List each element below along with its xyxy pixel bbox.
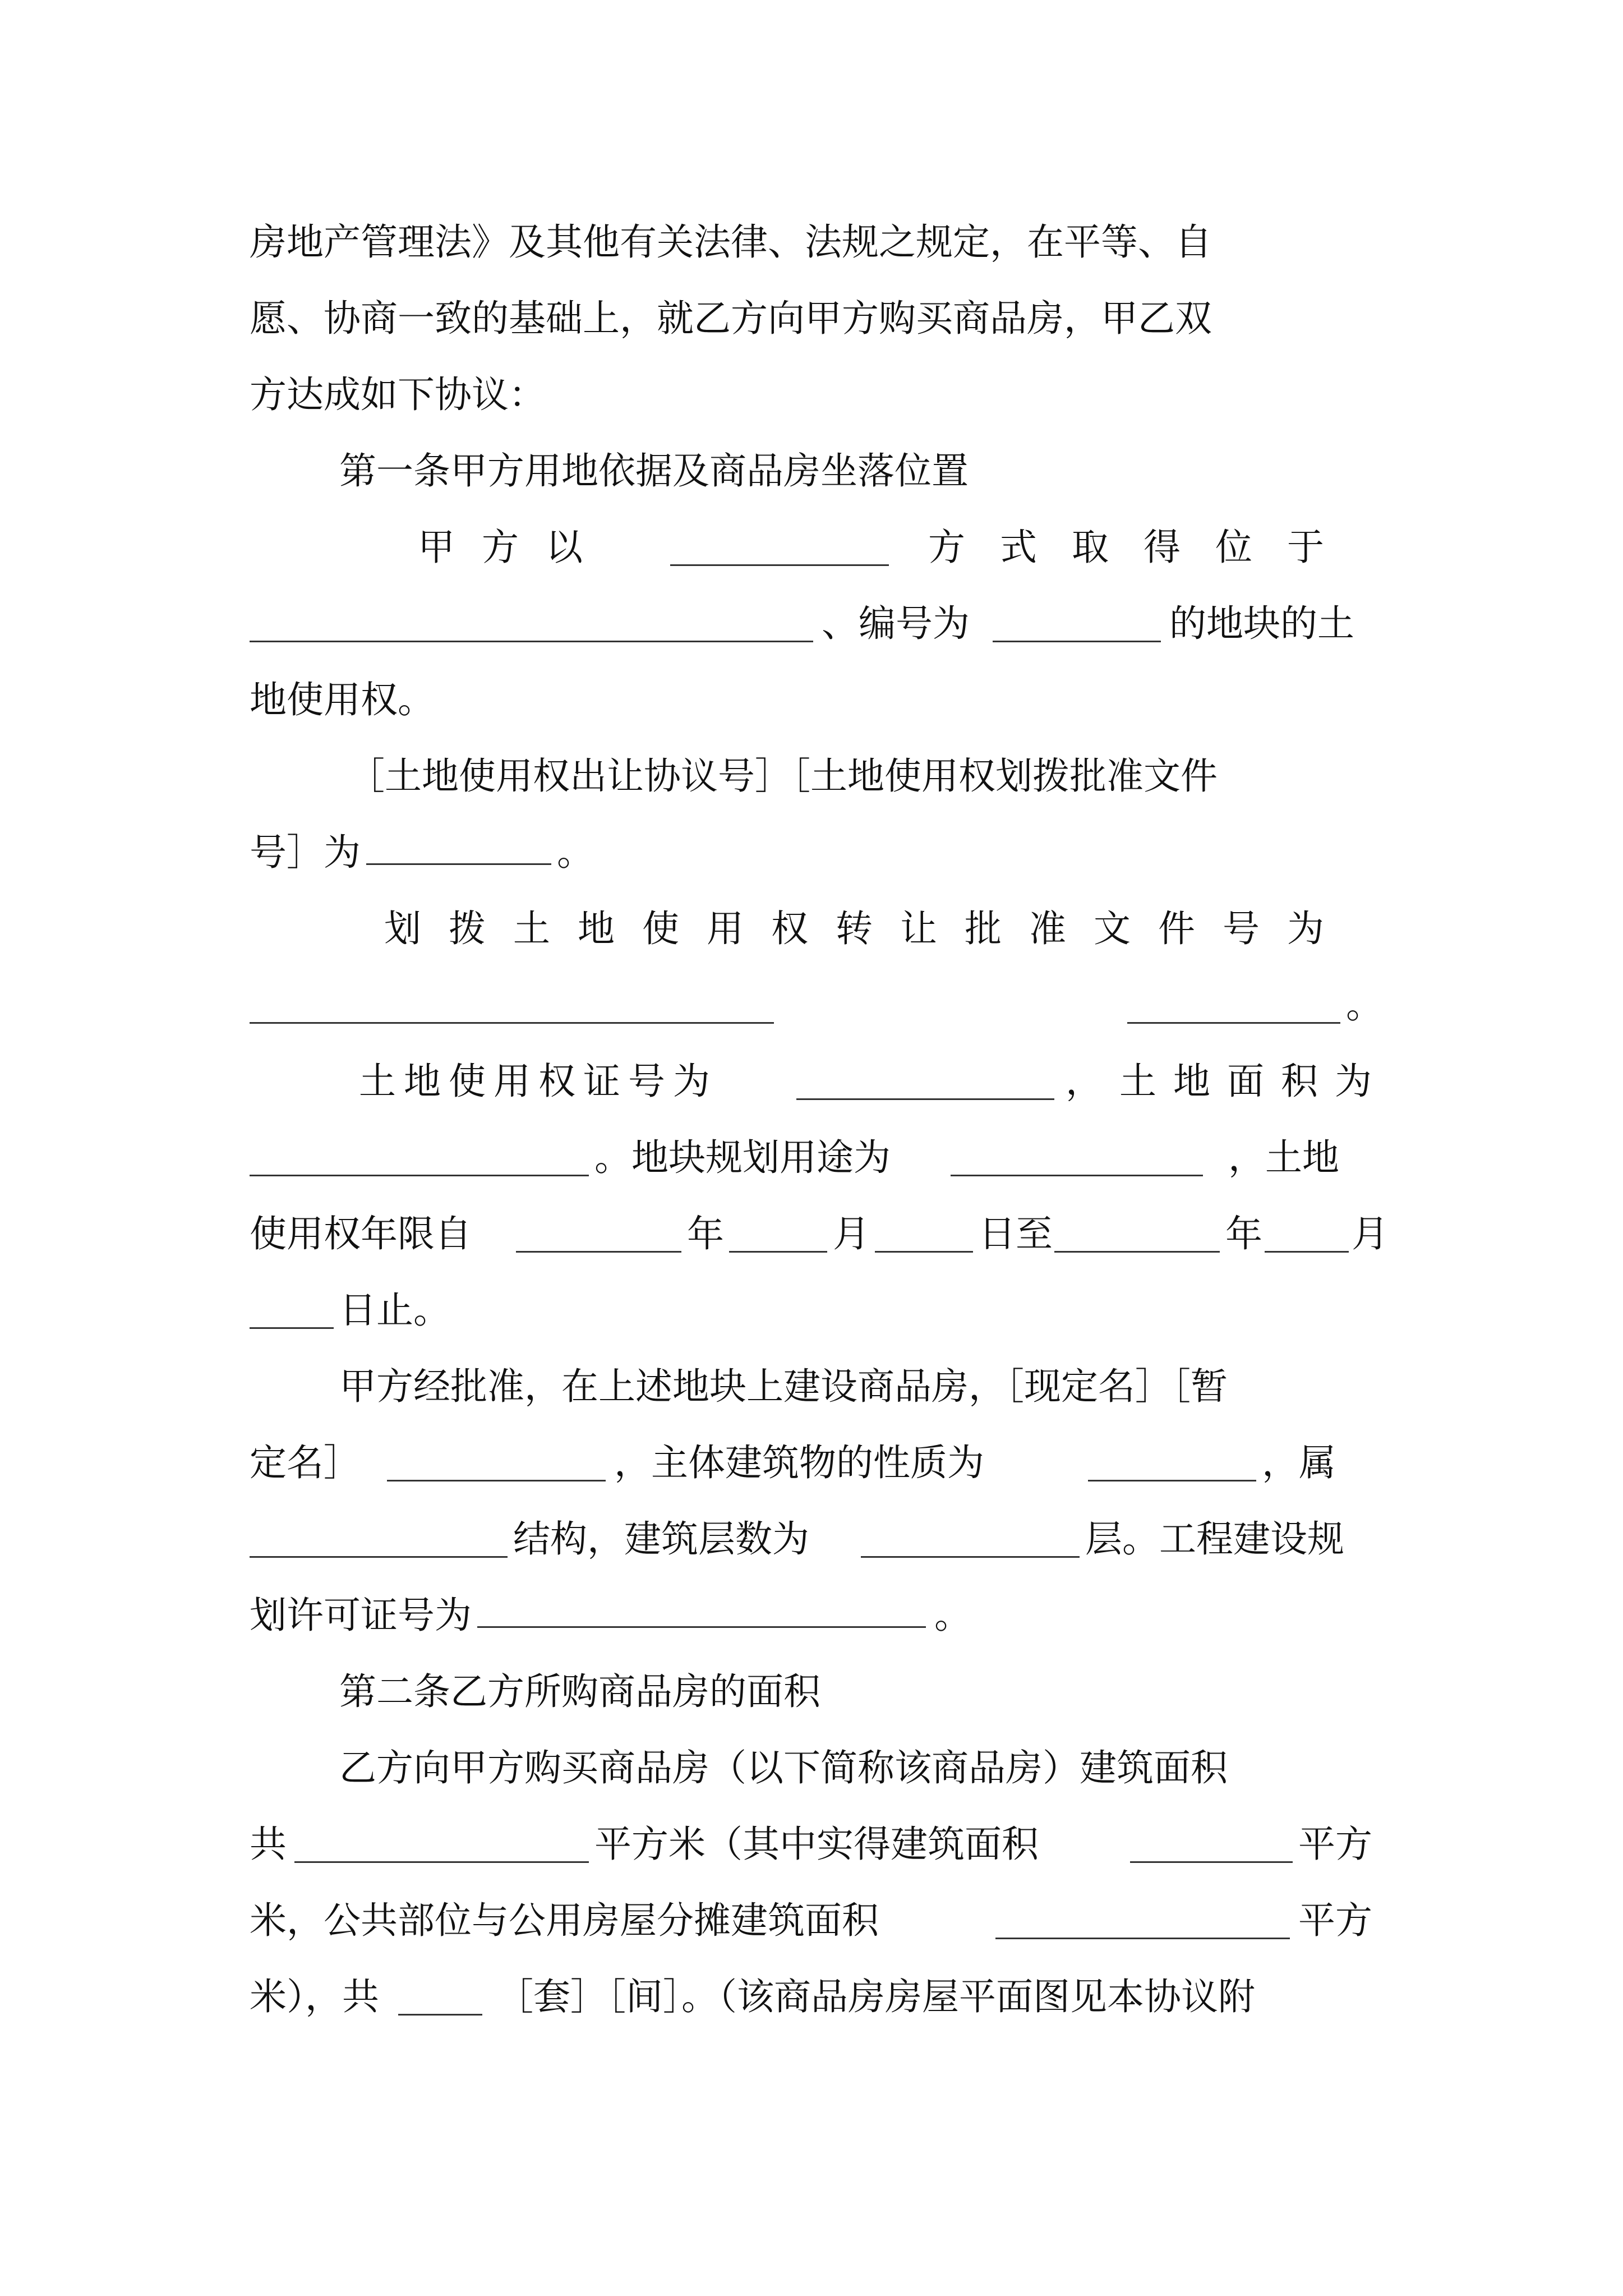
text: 甲方经批准，在上述地块上建设商品房，［现定名］［暂 — [339, 1365, 1228, 1408]
fill-blank — [250, 1022, 774, 1024]
fill-blank — [1054, 1250, 1220, 1253]
text: 地使用权。 — [250, 678, 435, 721]
text: 甲方以 — [418, 526, 610, 569]
paragraph-line — [250, 1890, 1388, 1952]
fill-blank — [1265, 1250, 1349, 1253]
paragraph-line — [348, 746, 1388, 807]
text: 米），共 — [250, 1975, 379, 2018]
text: 、编号为 — [822, 602, 970, 645]
fill-blank — [995, 1937, 1290, 1939]
paragraph-line — [384, 898, 1388, 960]
fill-blank — [477, 1626, 926, 1628]
paragraph-line — [339, 1356, 1388, 1418]
text: 共 — [250, 1823, 287, 1866]
fill-blank — [366, 863, 551, 865]
paragraph-line — [250, 1203, 1388, 1265]
paragraph-line — [339, 517, 1388, 578]
fill-blank — [875, 1250, 973, 1253]
text: 方式取得位于 — [928, 526, 1359, 569]
fill-blank — [250, 640, 813, 642]
text: 平方 — [1298, 1823, 1372, 1866]
fill-blank — [294, 1861, 589, 1863]
fill-blank — [387, 1479, 606, 1481]
text: 第一条甲方用地依据及商品房坐落位置 — [339, 449, 969, 493]
text: 层。工程建设规 — [1085, 1517, 1344, 1561]
text: 月 — [1352, 1212, 1389, 1255]
text: ，土地面积为 — [1066, 1060, 1389, 1103]
text: 方达成如下协议： — [250, 373, 546, 416]
paragraph-line — [359, 1051, 1388, 1112]
section-heading-1 — [339, 440, 1478, 502]
text: ［土地使用权出让协议号］［土地使用权划拨批准文件 — [348, 754, 1218, 798]
fill-blank — [250, 1327, 334, 1329]
paragraph-line — [250, 1585, 1388, 1646]
text: 划许可证号为 — [250, 1594, 472, 1637]
text: 米，公共部位与公用房屋分摊建筑面积 — [250, 1899, 879, 1942]
text: ，属 — [1262, 1441, 1336, 1484]
text: 。 — [1346, 983, 1383, 1027]
text: 第二条乙方所购商品房的面积 — [339, 1670, 820, 1713]
text: 划拨土地使用权转让批准文件号为 — [384, 907, 1352, 950]
fill-blank — [861, 1556, 1080, 1558]
fill-blank — [1127, 1022, 1340, 1024]
text: 。地块规划用途为 — [594, 1136, 891, 1179]
text: 。 — [934, 1594, 971, 1637]
fill-blank — [1088, 1479, 1256, 1481]
paragraph-line — [250, 364, 1388, 426]
fill-blank — [670, 564, 889, 566]
text: ［套］［间］。（该商品房房屋平面图见本协议附 — [496, 1975, 1255, 2018]
text: ，土地 — [1228, 1136, 1339, 1179]
paragraph-line — [250, 822, 1388, 884]
paragraph-line — [250, 1814, 1388, 1875]
text: 年 — [1225, 1212, 1262, 1255]
fill-blank — [951, 1174, 1203, 1176]
paragraph-line — [250, 1432, 1388, 1494]
paragraph-line — [250, 669, 1388, 731]
paragraph-line — [250, 211, 1388, 273]
text: 房地产管理法》及其他有关法律、法规之规定，在平等、自 — [250, 220, 1212, 264]
fill-blank — [993, 640, 1161, 642]
text: 定名］ — [250, 1441, 361, 1484]
text: 愿、协商一致的基础上，就乙方向甲方购买商品房，甲乙双 — [250, 297, 1212, 340]
fill-blank — [729, 1250, 827, 1253]
text: 。 — [557, 831, 594, 874]
paragraph-line — [250, 1966, 1388, 2028]
text: 月 — [833, 1212, 870, 1255]
text: 使用权年限自 — [250, 1212, 472, 1255]
paragraph-line — [250, 593, 1388, 655]
text: 平方 — [1298, 1899, 1372, 1942]
text: 的地块的土 — [1169, 602, 1354, 645]
text: 号］为 — [250, 831, 361, 874]
text: 乙方向甲方购买商品房（以下简称该商品房）建筑面积 — [339, 1746, 1228, 1789]
fill-blank — [250, 1556, 508, 1558]
text: 日止。 — [339, 1289, 450, 1332]
paragraph-line — [250, 1127, 1388, 1189]
paragraph-line — [250, 974, 1388, 1036]
fill-blank — [398, 2013, 482, 2016]
fill-blank — [250, 1174, 589, 1176]
paragraph-line — [250, 288, 1388, 349]
text: 结构，建筑层数为 — [513, 1517, 809, 1561]
text: ，主体建筑物的性质为 — [614, 1441, 984, 1484]
fill-blank — [1130, 1861, 1293, 1863]
text: 平方米（其中实得建筑面积 — [594, 1823, 1039, 1866]
text: 日至 — [979, 1212, 1053, 1255]
paragraph-line — [250, 1280, 1388, 1341]
text: 土地使用权证号为 — [359, 1060, 718, 1103]
paragraph-line — [250, 1508, 1388, 1570]
text: 年 — [687, 1212, 724, 1255]
section-heading-2 — [339, 1661, 1478, 1723]
fill-blank — [516, 1250, 681, 1253]
fill-blank — [796, 1098, 1054, 1100]
paragraph-line — [339, 1737, 1388, 1799]
